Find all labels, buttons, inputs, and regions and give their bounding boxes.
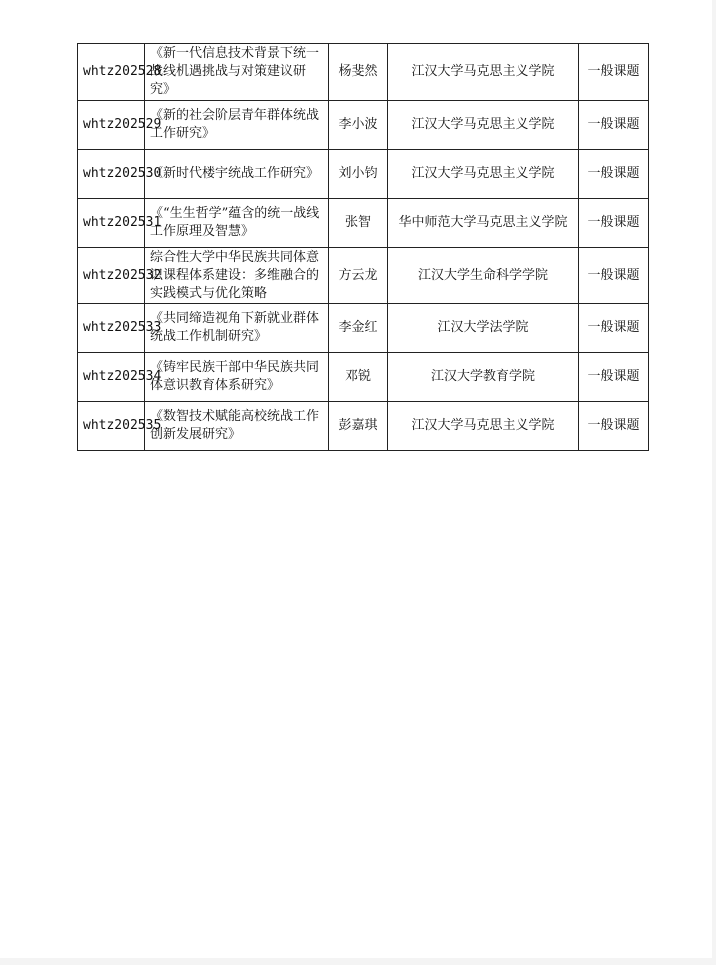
project-category-cell: 一般课题 (579, 402, 649, 451)
project-id-cell: whtz202534 (78, 353, 145, 402)
project-id-cell: whtz202532 (78, 248, 145, 304)
project-id-cell: whtz202528 (78, 44, 145, 101)
project-leader-cell: 李金红 (329, 304, 388, 353)
table-row (78, 44, 649, 101)
project-category-cell: 一般课题 (579, 304, 649, 353)
project-unit-cell: 华中师范大学马克思主义学院 (388, 199, 579, 248)
project-unit-cell: 江汉大学教育学院 (388, 353, 579, 402)
project-title-cell: 《共同缔造视角下新就业群体统战工作机制研究》 (145, 304, 329, 353)
project-table (77, 43, 649, 451)
project-category-cell: 一般课题 (579, 248, 649, 304)
project-leader-cell: 张智 (329, 199, 388, 248)
project-id-cell: whtz202531 (78, 199, 145, 248)
project-unit-cell: 江汉大学马克思主义学院 (388, 150, 579, 199)
table-row (78, 248, 649, 304)
project-title-cell: 《新一代信息技术背景下统一战线机遇挑战与对策建议研究》 (145, 44, 329, 101)
table-row (78, 199, 649, 248)
table-row (78, 402, 649, 451)
project-title-cell: 《“生生哲学”蕴含的统一战线工作原理及智慧》 (145, 199, 329, 248)
project-id-cell: whtz202535 (78, 402, 145, 451)
project-category-cell: 一般课题 (579, 353, 649, 402)
project-title-cell: 《新时代楼宇统战工作研究》 (145, 150, 329, 199)
project-leader-cell: 邓锐 (329, 353, 388, 402)
project-category-cell: 一般课题 (579, 44, 649, 101)
project-title-cell: 《数智技术赋能高校统战工作创新发展研究》 (145, 402, 329, 451)
project-category-cell: 一般课题 (579, 150, 649, 199)
project-leader-cell: 彭嘉琪 (329, 402, 388, 451)
project-id-cell: whtz202533 (78, 304, 145, 353)
project-unit-cell: 江汉大学马克思主义学院 (388, 101, 579, 150)
table-row (78, 150, 649, 199)
project-unit-cell: 江汉大学生命科学学院 (388, 248, 579, 304)
table-row (78, 353, 649, 402)
project-leader-cell: 方云龙 (329, 248, 388, 304)
project-title-cell: 《铸牢民族干部中华民族共同体意识教育体系研究》 (145, 353, 329, 402)
project-category-cell: 一般课题 (579, 199, 649, 248)
project-leader-cell: 刘小钧 (329, 150, 388, 199)
project-id-cell: whtz202530 (78, 150, 145, 199)
table-row (78, 101, 649, 150)
project-unit-cell: 江汉大学法学院 (388, 304, 579, 353)
project-title-cell: 综合性大学中华民族共同体意识课程体系建设：多维融合的实践模式与优化策略 (145, 248, 329, 304)
project-leader-cell: 李小波 (329, 101, 388, 150)
project-id-cell: whtz202529 (78, 101, 145, 150)
project-category-cell: 一般课题 (579, 101, 649, 150)
project-leader-cell: 杨斐然 (329, 44, 388, 101)
project-unit-cell: 江汉大学马克思主义学院 (388, 44, 579, 101)
table-row (78, 304, 649, 353)
project-unit-cell: 江汉大学马克思主义学院 (388, 402, 579, 451)
project-title-cell: 《新的社会阶层青年群体统战工作研究》 (145, 101, 329, 150)
